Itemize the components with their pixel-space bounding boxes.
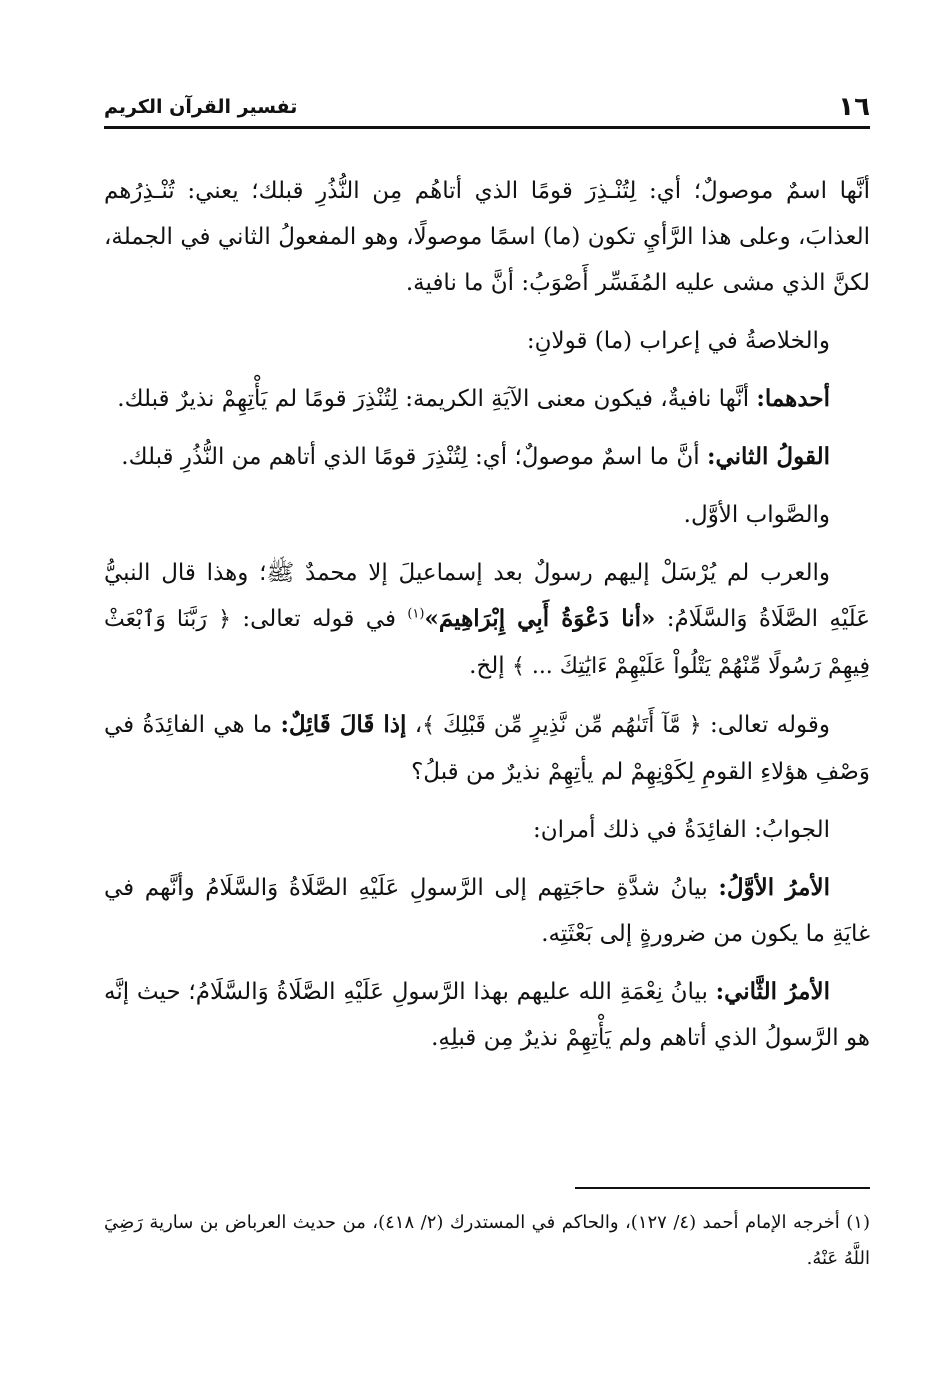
footnote-reference: (١) xyxy=(407,606,425,622)
paragraph-7-text-b: ، xyxy=(406,712,423,738)
footnote-text: (١) أخرجه الإمام أحمد (٤/ ١٢٧)، والحاكم في المستدرك (٢/ ٤١٨)، من حديث العرباض بن سارية رَضِيَ اللَّهُ عَنْهُ. xyxy=(104,1212,870,1269)
footnote xyxy=(104,1205,870,1277)
page-number: ١٦ xyxy=(838,92,870,122)
paragraph-1: أنَّها اسمٌ موصولٌ؛ أي: لِتُنْـذِرَ قومًا الذي أتاهُم مِن النُّذُرِ قبلك؛ يعني: تُنْـذِرُهم العذابَ، وعلى هذا الرَّأيِ تكون (ما) اسمًا موصولًا، وهو المفعولُ الثاني في الجملة، لكنَّ الذي مشى عليه المُفَسِّر أَصْوَبُ: أنَّ ما نافية. xyxy=(104,178,870,296)
second-matter-text: بيانُ نِعْمَةِ الله عليهم بهذا الرَّسولِ عَلَيْهِ الصَّلَاةُ وَالسَّلَامُ؛ حيث إنَّه هو الرَّسولُ الذي أتاهم ولم يَأْتِهِمْ نذيرٌ مِن قبلِهِ. xyxy=(104,979,870,1051)
quran-verse: ﴿ مَّآ أَتَىٰهُم مِّن نَّذِيرٍ مِّن قَبْلِكَ ﴾ xyxy=(422,713,702,738)
paragraph-6-text-c: إلخ. xyxy=(469,653,512,679)
paragraph-6 xyxy=(104,550,870,690)
paragraph-6-text-b: في قوله تعالى: xyxy=(230,606,408,632)
paragraph-9 xyxy=(104,865,870,957)
second-opinion-label: القولُ الثاني: xyxy=(706,443,830,470)
paragraph-7 xyxy=(104,702,870,795)
page-header xyxy=(104,92,870,128)
second-matter-label: الأمرُ الثَّاني: xyxy=(715,978,830,1005)
hadith-quote: «أنا دَعْوَةُ أَبِي إِبْرَاهِيمَ» xyxy=(424,605,656,632)
question-label: إذا قَالَ قَائِلٌ: xyxy=(280,711,407,738)
main-text xyxy=(104,168,870,1073)
paragraph-8: الجوابُ: الفائِدَةُ في ذلك أمران: xyxy=(533,817,830,843)
first-opinion-text: أنَّها نافيةٌ، فيكون معنى الآيَةِ الكريمة: لِتُنْذِرَ قومًا لم يَأْتِهِمْ نذيرٌ قبلك. xyxy=(117,386,757,412)
paragraph-3 xyxy=(104,376,870,422)
book-title: تفسير القرآن الكريم xyxy=(104,96,298,118)
paragraph-6-text-a: والعرب لم يُرْسَلْ إليهم رسولٌ بعد إسماعيلَ إلا محمدٌ ﷺ؛ وهذا قال النبيُّ عَلَيْهِ الصَّلَاةُ وَالسَّلَامُ: xyxy=(104,560,870,632)
footnote-divider xyxy=(575,1187,870,1189)
second-opinion-text: أنَّ ما اسمٌ موصولٌ؛ أي: لِتُنْذِرَ قومًا الذي أتاهم من النُّذُرِ قبلك. xyxy=(121,444,707,470)
paragraph-5: والصَّواب الأوَّل. xyxy=(683,502,830,528)
paragraph-10 xyxy=(104,969,870,1061)
quran-verse: ﴿ رَبَّنَا وَٱبْعَثْ فِيهِمْ رَسُولًا مِّنْهُمْ يَتْلُواْ عَلَيْهِمْ ءَايَٰتِكَ ... ﴾ xyxy=(104,607,870,679)
first-matter-text: بيانُ شدَّةِ حاجَتِهم إلى الرَّسولِ عَلَيْهِ الصَّلَاةُ وَالسَّلَامُ وأنَّهم في غايَةِ ما يكون من ضرورةٍ إلى بَعْثَتِه. xyxy=(104,875,870,947)
paragraph-7-text-a: وقوله تعالى: xyxy=(701,712,830,738)
paragraph-7-text-c: ما هي الفائِدَةُ في وَصْفِ هؤلاءِ القومِ لِكَوْنِهِمْ لم يأتِهِمْ نذيرٌ من قبلُ؟ xyxy=(104,712,870,785)
header-divider xyxy=(104,126,870,129)
first-matter-label: الأمرُ الأوَّلُ: xyxy=(718,874,830,901)
paragraph-4 xyxy=(104,434,870,480)
paragraph-2: والخلاصةُ في إعراب (ما) قولانِ: xyxy=(526,328,830,354)
first-opinion-label: أحدهما: xyxy=(756,385,830,412)
